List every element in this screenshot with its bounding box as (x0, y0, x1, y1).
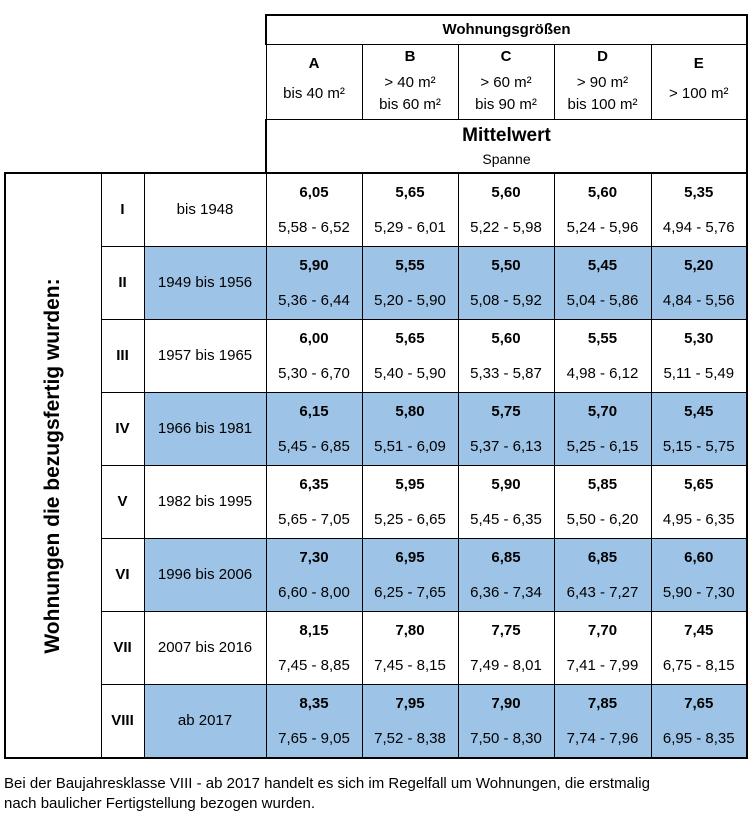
column-range-line-2: bis 60 m² (379, 96, 441, 113)
mittelwert-header (266, 120, 747, 174)
rent-cell (554, 393, 651, 466)
column-header-b (362, 45, 458, 120)
mean-value: 7,80 (395, 622, 425, 639)
mean-value: 7,95 (395, 695, 425, 712)
class-numeral: IV (101, 393, 144, 466)
range-value: 6,43 - 7,27 (566, 584, 639, 601)
range-value: 7,45 - 8,85 (278, 657, 350, 674)
mean-value: 5,55 (395, 257, 425, 274)
year-range: 1966 bis 1981 (144, 393, 266, 466)
rent-cell (554, 247, 651, 320)
range-value: 6,60 - 8,00 (278, 584, 350, 601)
corner-blank-middle (5, 45, 266, 120)
range-value: 5,15 - 5,75 (662, 438, 735, 455)
column-header-a (266, 45, 362, 120)
range-value: 7,52 - 8,38 (374, 730, 446, 747)
rent-cell (458, 466, 554, 539)
rent-cell (266, 685, 362, 759)
class-numeral: I (101, 173, 144, 247)
table-row (5, 539, 747, 612)
rent-cell (554, 539, 651, 612)
mean-value: 7,45 (684, 622, 714, 639)
rent-cell (362, 320, 458, 393)
mean-value: 5,35 (684, 184, 714, 201)
mean-value: 7,30 (299, 549, 329, 566)
mean-value: 5,75 (491, 403, 521, 420)
rent-cell (651, 173, 747, 247)
column-range-line-2: > 100 m² (668, 85, 729, 102)
mean-value: 5,60 (587, 184, 618, 201)
range-value: 7,50 - 8,30 (470, 730, 542, 747)
mean-value: 7,90 (491, 695, 521, 712)
table-row (5, 466, 747, 539)
year-range: 1996 bis 2006 (144, 539, 266, 612)
column-letter: D (597, 48, 608, 65)
mean-value: 5,45 (684, 403, 714, 420)
class-numeral: VI (101, 539, 144, 612)
range-value: 5,36 - 6,44 (278, 292, 350, 309)
range-value: 6,25 - 7,65 (374, 584, 446, 601)
mean-value: 6,85 (587, 549, 618, 566)
table-row (5, 173, 747, 247)
mean-value: 7,75 (491, 622, 521, 639)
year-range: ab 2017 (144, 685, 266, 759)
table-row (5, 393, 747, 466)
column-range-line-1: > 60 m² (480, 74, 532, 91)
mean-value: 6,00 (299, 330, 329, 347)
year-range: 1949 bis 1956 (144, 247, 266, 320)
range-value: 6,75 - 8,15 (662, 657, 735, 674)
table-row (5, 612, 747, 685)
range-value: 4,94 - 5,76 (662, 219, 735, 236)
mean-value: 5,90 (299, 257, 329, 274)
year-range: 2007 bis 2016 (144, 612, 266, 685)
mean-value: 5,80 (395, 403, 425, 420)
mean-value: 5,65 (395, 184, 425, 201)
mittelwert-label: Mittelwert (462, 125, 551, 146)
mean-value: 5,85 (587, 476, 618, 493)
range-value: 5,37 - 6,13 (470, 438, 542, 455)
rent-cell (554, 685, 651, 759)
rent-cell (651, 393, 747, 466)
rent-cell (554, 173, 651, 247)
rent-table (4, 14, 748, 759)
rent-cell (651, 612, 747, 685)
rent-cell (362, 173, 458, 247)
rent-cell (458, 247, 554, 320)
column-header-e (651, 45, 747, 120)
rent-cell (362, 466, 458, 539)
range-value: 5,24 - 5,96 (566, 219, 639, 236)
range-value: 5,08 - 5,92 (470, 292, 542, 309)
range-value: 7,49 - 8,01 (470, 657, 542, 674)
mean-value: 6,35 (299, 476, 329, 493)
range-value: 7,65 - 9,05 (278, 730, 350, 747)
range-value: 7,74 - 7,96 (566, 730, 639, 747)
column-letter: E (693, 55, 704, 72)
range-value: 5,90 - 7,30 (662, 584, 735, 601)
class-numeral: III (101, 320, 144, 393)
column-header-d (554, 45, 651, 120)
range-value: 5,22 - 5,98 (470, 219, 542, 236)
rent-cell (554, 320, 651, 393)
year-range: 1957 bis 1965 (144, 320, 266, 393)
range-value: 4,98 - 6,12 (566, 365, 639, 382)
column-range-line-2: bis 90 m² (475, 96, 537, 113)
range-value: 4,95 - 6,35 (662, 511, 735, 528)
column-letter: B (404, 48, 416, 65)
rent-cell (458, 685, 554, 759)
range-value: 7,45 - 8,15 (374, 657, 446, 674)
rent-cell (651, 685, 747, 759)
range-value: 5,04 - 5,86 (566, 292, 639, 309)
rent-cell (362, 393, 458, 466)
side-label: Wohnungen die bezugsfertig wurden: (41, 277, 65, 654)
rent-cell (651, 247, 747, 320)
table-title: Wohnungsgrößen (266, 15, 747, 45)
mean-value: 5,70 (587, 403, 618, 420)
mean-value: 6,15 (299, 403, 329, 420)
table-row (5, 247, 747, 320)
mean-value: 5,20 (684, 257, 714, 274)
footnote-line-1: Bei der Baujahresklasse VIII - ab 2017 handelt es sich im Regelfall um Wohnungen, die erstmalig (4, 775, 650, 792)
mean-value: 7,65 (684, 695, 714, 712)
rent-cell (651, 320, 747, 393)
rent-cell (362, 612, 458, 685)
class-numeral: VII (101, 612, 144, 685)
class-numeral: V (101, 466, 144, 539)
mean-value: 5,60 (491, 330, 521, 347)
range-value: 5,11 - 5,49 (663, 365, 735, 382)
column-range-line-1: > 40 m² (384, 74, 436, 91)
range-value: 5,33 - 5,87 (470, 365, 542, 382)
mean-value: 8,15 (299, 622, 329, 639)
year-range: bis 1948 (144, 173, 266, 247)
table-row (5, 685, 747, 759)
range-value: 5,45 - 6,35 (470, 511, 542, 528)
class-numeral: VIII (101, 685, 144, 759)
rent-cell (651, 539, 747, 612)
rent-cell (458, 393, 554, 466)
range-value: 5,45 - 6,85 (278, 438, 350, 455)
footnote (4, 774, 746, 814)
side-label-cell (5, 173, 101, 758)
rent-cell (266, 320, 362, 393)
column-range-line-1: > 90 m² (576, 74, 629, 91)
mean-value: 8,35 (299, 695, 329, 712)
range-value: 5,40 - 5,90 (374, 365, 446, 382)
rent-cell (266, 393, 362, 466)
table-row (5, 320, 747, 393)
range-value: 4,84 - 5,56 (662, 292, 735, 309)
range-value: 5,58 - 6,52 (278, 219, 350, 236)
column-header-c (458, 45, 554, 120)
mean-value: 5,45 (587, 257, 618, 274)
rent-cell (362, 247, 458, 320)
mean-value: 5,60 (491, 184, 521, 201)
mean-value: 5,30 (684, 330, 714, 347)
corner-blank-lower (5, 120, 266, 174)
range-value: 5,65 - 7,05 (278, 511, 350, 528)
range-value: 5,29 - 6,01 (374, 219, 446, 236)
mean-value: 6,95 (395, 549, 425, 566)
rent-cell (651, 466, 747, 539)
range-value: 5,50 - 6,20 (566, 511, 639, 528)
mean-value: 5,55 (587, 330, 618, 347)
rent-cell (266, 173, 362, 247)
range-value: 5,20 - 5,90 (374, 292, 446, 309)
mean-value: 5,65 (395, 330, 425, 347)
column-range-line-2: bis 40 m² (283, 85, 345, 102)
column-letter: C (500, 48, 512, 65)
mean-value: 5,50 (491, 257, 521, 274)
rent-cell (554, 466, 651, 539)
mean-value: 5,65 (684, 476, 714, 493)
range-value: 5,30 - 6,70 (278, 365, 350, 382)
range-value: 5,25 - 6,65 (374, 511, 446, 528)
range-value: 6,36 - 7,34 (470, 584, 542, 601)
mean-value: 7,70 (587, 622, 618, 639)
rent-cell (266, 466, 362, 539)
rent-cell (266, 539, 362, 612)
mean-value: 5,90 (491, 476, 521, 493)
range-value: 7,41 - 7,99 (566, 657, 639, 674)
corner-blank (5, 15, 266, 45)
rent-cell (554, 612, 651, 685)
column-letter: A (308, 55, 320, 72)
range-value: 5,25 - 6,15 (566, 438, 639, 455)
rent-cell (362, 539, 458, 612)
rent-cell (266, 612, 362, 685)
rent-cell (458, 173, 554, 247)
rent-cell (266, 247, 362, 320)
mean-value: 7,85 (587, 695, 618, 712)
mean-value: 5,95 (395, 476, 425, 493)
column-range-line-2: bis 100 m² (567, 96, 638, 113)
rent-cell (458, 539, 554, 612)
mean-value: 6,05 (299, 184, 329, 201)
rent-cell (458, 320, 554, 393)
class-numeral: II (101, 247, 144, 320)
mean-value: 6,60 (684, 549, 714, 566)
range-value: 6,95 - 8,35 (662, 730, 735, 747)
spanne-label: Spanne (482, 151, 531, 167)
footnote-line-2: nach baulicher Fertigstellung bezogen wurden. (4, 795, 316, 812)
rent-cell (362, 685, 458, 759)
rent-cell (458, 612, 554, 685)
mean-value: 6,85 (491, 549, 521, 566)
year-range: 1982 bis 1995 (144, 466, 266, 539)
range-value: 5,51 - 6,09 (374, 438, 446, 455)
